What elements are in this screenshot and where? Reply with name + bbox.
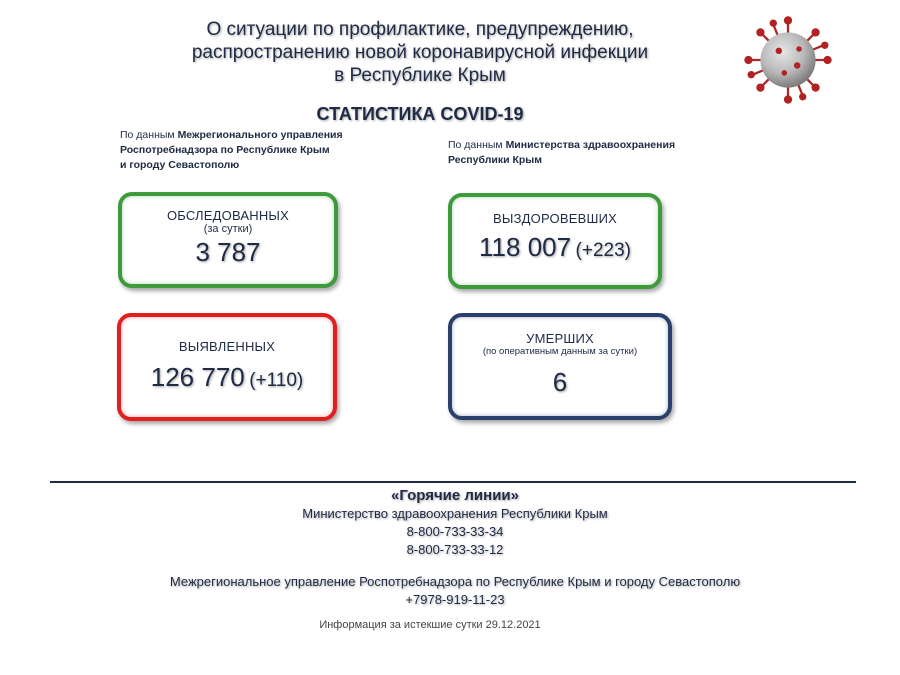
source-right bbox=[448, 138, 708, 168]
card-detected-value: 126 770 bbox=[150, 362, 245, 392]
card-deaths-label: УМЕРШИХ bbox=[526, 331, 594, 346]
source-left bbox=[120, 128, 380, 173]
card-recovered bbox=[448, 193, 662, 289]
card-deaths bbox=[448, 313, 672, 420]
source-left-org-3: и городу Севастополю bbox=[120, 159, 240, 171]
card-deaths-sub: (по оперативным данным за сутки) bbox=[482, 346, 638, 357]
source-left-prefix: По данным bbox=[120, 129, 175, 141]
hotlines-rospotreb: Межрегиональное управление Роспотребнадзора по Республике Крым и городу Севастополю bbox=[169, 574, 741, 589]
title-line-1: О ситуации по профилактике, предупреждению, bbox=[206, 19, 634, 40]
source-right-org-2: Республики Крым bbox=[448, 154, 542, 166]
title-line-2: распространению новой коронавирусной инфекции bbox=[191, 42, 649, 63]
card-detected-delta: (+110) bbox=[249, 370, 304, 391]
hotlines-phone-1: 8-800-733-33-34 bbox=[406, 524, 504, 539]
card-tested-label: ОБСЛЕДОВАННЫХ bbox=[166, 208, 290, 223]
hotlines-ministry: Министерство здравоохранения Республики Крым bbox=[302, 506, 608, 521]
source-left-org-2: Роспотребнадзора по Республике Крым bbox=[120, 144, 330, 156]
card-recovered-label: ВЫЗДОРОВЕВШИХ bbox=[493, 211, 617, 226]
hotlines-title: «Горячие линии» bbox=[390, 487, 519, 504]
card-detected bbox=[117, 313, 337, 421]
page-title bbox=[130, 18, 710, 87]
hotlines-phone-3: +7978-919-11-23 bbox=[405, 592, 505, 607]
card-recovered-value: 118 007 bbox=[479, 232, 572, 262]
card-detected-label: ВЫЯВЛЕННЫХ bbox=[178, 339, 276, 354]
card-recovered-delta: (+223) bbox=[575, 240, 631, 261]
stat-heading: СТАТИСТИКА COVID-19 bbox=[316, 104, 524, 124]
card-tested bbox=[118, 192, 338, 288]
source-left-org-1: Межрегионального управления bbox=[177, 129, 343, 141]
info-date: Информация за истекшие сутки 29.12.2021 bbox=[319, 619, 541, 631]
divider bbox=[50, 481, 856, 483]
card-tested-value: 3 787 bbox=[195, 237, 261, 267]
title-line-3: в Республике Крым bbox=[334, 65, 506, 86]
hotlines-phone-2: 8-800-733-33-12 bbox=[406, 542, 504, 557]
card-deaths-value: 6 bbox=[552, 367, 568, 397]
source-right-prefix: По данным bbox=[448, 139, 503, 151]
source-right-org-1: Министерства здравоохранения bbox=[505, 139, 676, 151]
coronavirus-icon bbox=[742, 14, 834, 106]
card-tested-sub: (за сутки) bbox=[203, 223, 253, 235]
